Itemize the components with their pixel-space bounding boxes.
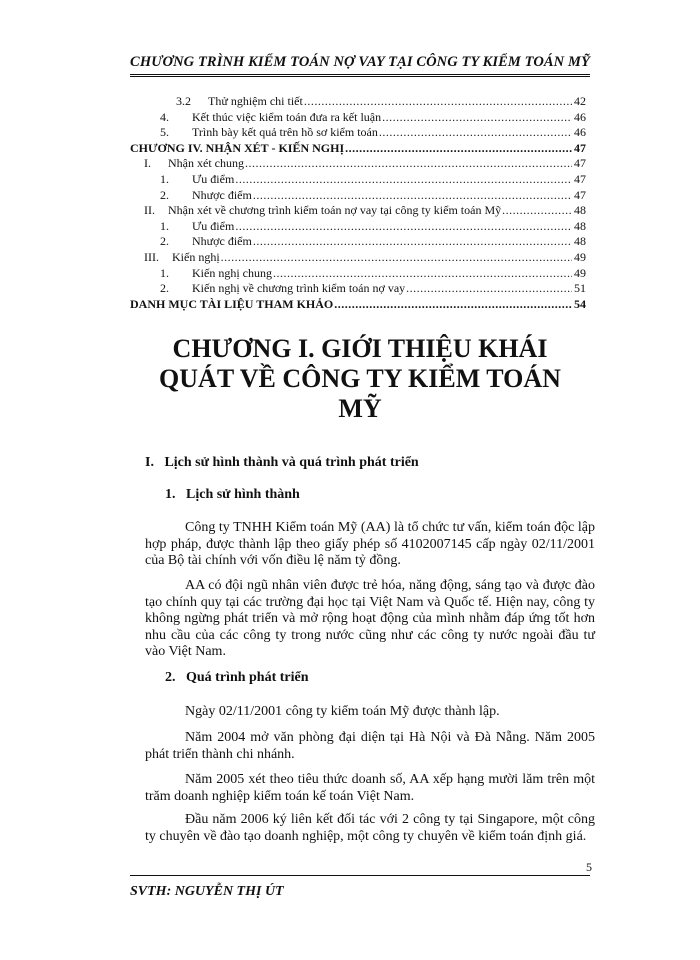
paragraph: Ngày 02/11/2001 công ty kiểm toán Mỹ được thành lập. — [185, 704, 500, 719]
paragraph: AA có đội ngũ nhân viên được trẻ hóa, năng động, sáng tạo và được đào tạo chính quy tại các trường đại học tại Việt Nam và Quốc tế. Hiện nay, công ty không ngừng phát triển và mở rộng hoạt động của mình nhằm đáp ứng tốt hơn nhu cầu của các công ty trong nước cũng như các công ty nước ngoài đầu tư vào Việt Nam. — [145, 578, 595, 659]
table-of-contents — [130, 94, 586, 312]
toc-entry-page: 48 — [574, 203, 586, 218]
toc-entry — [130, 250, 586, 266]
toc-entry-page: 46 — [574, 109, 586, 124]
toc-entry-number: 2. — [160, 187, 169, 202]
toc-entry-label: DANH MỤC TÀI LIỆU THAM KHẢO — [130, 296, 334, 311]
section-heading: I. Lịch sử hình thành và quá trình phát triển — [145, 455, 419, 470]
toc-entry-number: 5. — [160, 125, 169, 140]
toc-entry-page: 46 — [574, 125, 586, 140]
toc-entry-label: Nhận xét về chương trình kiểm toán nợ vay tại công ty kiểm toán Mỹ — [168, 203, 502, 218]
toc-entry-label: CHƯƠNG IV. NHẬN XÉT - KIẾN NGHỊ — [130, 140, 345, 155]
toc-entry-label: Kiến nghị — [172, 249, 220, 264]
toc-entry-label: Kết thúc việc kiểm toán đưa ra kết luận — [192, 109, 382, 124]
toc-entry — [130, 219, 586, 235]
toc-entry-page: 47 — [574, 140, 586, 155]
toc-dot-leader — [273, 266, 572, 282]
toc-entry-number: III. — [144, 249, 159, 264]
toc-dot-leader — [245, 156, 572, 172]
chapter-title-line: CHƯƠNG I. GIỚI THIỆU KHÁI — [172, 334, 548, 363]
toc-entry-label: Kiến nghị về chương trình kiểm toán nợ vay — [192, 281, 406, 296]
chapter-title-line: MỸ — [338, 394, 382, 423]
toc-entry-number: II. — [144, 203, 155, 218]
toc-dot-leader — [253, 234, 572, 250]
toc-entry-page: 42 — [574, 94, 586, 108]
toc-dot-leader — [379, 125, 572, 141]
toc-entry-number: 1. — [160, 218, 169, 233]
toc-entry-label: Ưu điểm — [192, 218, 235, 233]
toc-entry-page: 47 — [574, 171, 586, 186]
toc-entry-page: 47 — [574, 187, 586, 202]
toc-dot-leader — [406, 281, 572, 297]
toc-dot-leader — [235, 219, 572, 235]
toc-entry — [130, 266, 586, 282]
toc-entry-label: Thử nghiệm chi tiết — [208, 94, 303, 108]
toc-entry — [130, 203, 586, 219]
toc-entry-number: 2. — [160, 281, 169, 296]
chapter-title-line: QUÁT VỀ CÔNG TY KIỂM TOÁN — [159, 364, 561, 393]
toc-dot-leader — [502, 203, 572, 219]
toc-dot-leader — [345, 141, 572, 157]
toc-entry-label: Nhược điểm — [192, 187, 252, 202]
chapter-title — [130, 334, 590, 424]
toc-entry — [130, 94, 586, 110]
subsection-heading: 1. Lịch sử hình thành — [165, 487, 300, 502]
header-rule — [130, 74, 590, 77]
toc-entry-number: I. — [144, 156, 151, 171]
toc-entry-page: 48 — [574, 234, 586, 249]
toc-entry-label: Nhận xét chung — [168, 156, 244, 171]
toc-entry — [130, 110, 586, 126]
toc-entry — [130, 234, 586, 250]
toc-entry-label: Nhược điểm — [192, 234, 252, 249]
toc-dot-leader — [221, 250, 572, 266]
toc-entry-page: 49 — [574, 249, 586, 264]
toc-entry — [130, 297, 586, 313]
toc-entry-number: 2. — [160, 234, 169, 249]
paragraph: Công ty TNHH Kiểm toán Mỹ (AA) là tổ chức tư vấn, kiểm toán độc lập hợp pháp, được thành lập theo giấy phép số 4102007145 cấp ngày 02/11/2001 của Bộ tài chính với vốn điều lệ năm tỷ đồng. — [145, 520, 595, 568]
toc-dot-leader — [235, 172, 572, 188]
paragraph: Năm 2004 mở văn phòng đại diện tại Hà Nội và Đà Nẵng. Năm 2005 phát triển thành chi nhánh. — [145, 730, 595, 762]
toc-entry — [130, 141, 586, 157]
toc-entry-page: 49 — [574, 265, 586, 280]
toc-entry — [130, 281, 586, 297]
toc-entry-page: 51 — [574, 281, 586, 296]
toc-entry-label: Trình bày kết quả trên hồ sơ kiểm toán — [192, 125, 378, 140]
toc-entry-number: 4. — [160, 109, 169, 124]
subsection-heading: 2. Quá trình phát triển — [165, 670, 309, 685]
toc-dot-leader — [334, 297, 572, 313]
toc-entry-label: Kiến nghị chung — [192, 265, 272, 280]
toc-entry-page: 54 — [574, 296, 586, 311]
toc-entry-number: 3.2 — [176, 94, 191, 108]
toc-dot-leader — [304, 94, 572, 110]
toc-entry — [130, 172, 586, 188]
paragraph: Năm 2005 xét theo tiêu thức doanh số, AA xếp hạng mười lăm trên một trăm doanh nghiệp kiểm toán kế toán Việt Nam. — [145, 772, 595, 804]
toc-entry — [130, 125, 586, 141]
toc-entry — [130, 156, 586, 172]
paragraph: Đầu năm 2006 ký liên kết đối tác với 2 công ty tại Singapore, một công ty chuyên về đào tạo doanh nghiệp, một công ty chuyên về kiểm toán định giá. — [145, 812, 595, 844]
page-header-title: CHƯƠNG TRÌNH KIỂM TOÁN NỢ VAY TẠI CÔNG TY KIỂM TOÁN MỸ — [130, 54, 590, 70]
page-number: 5 — [586, 860, 592, 874]
toc-entry-page: 47 — [574, 156, 586, 171]
toc-dot-leader — [253, 188, 572, 204]
footer-author: SVTH: NGUYỄN THỊ ÚT — [130, 884, 284, 899]
toc-entry-page: 48 — [574, 218, 586, 233]
toc-dot-leader — [382, 110, 572, 126]
toc-entry-number: 1. — [160, 265, 169, 280]
toc-entry-label: Ưu điểm — [192, 171, 235, 186]
footer-rule — [130, 875, 590, 876]
toc-entry-number: 1. — [160, 171, 169, 186]
toc-entry — [130, 188, 586, 204]
